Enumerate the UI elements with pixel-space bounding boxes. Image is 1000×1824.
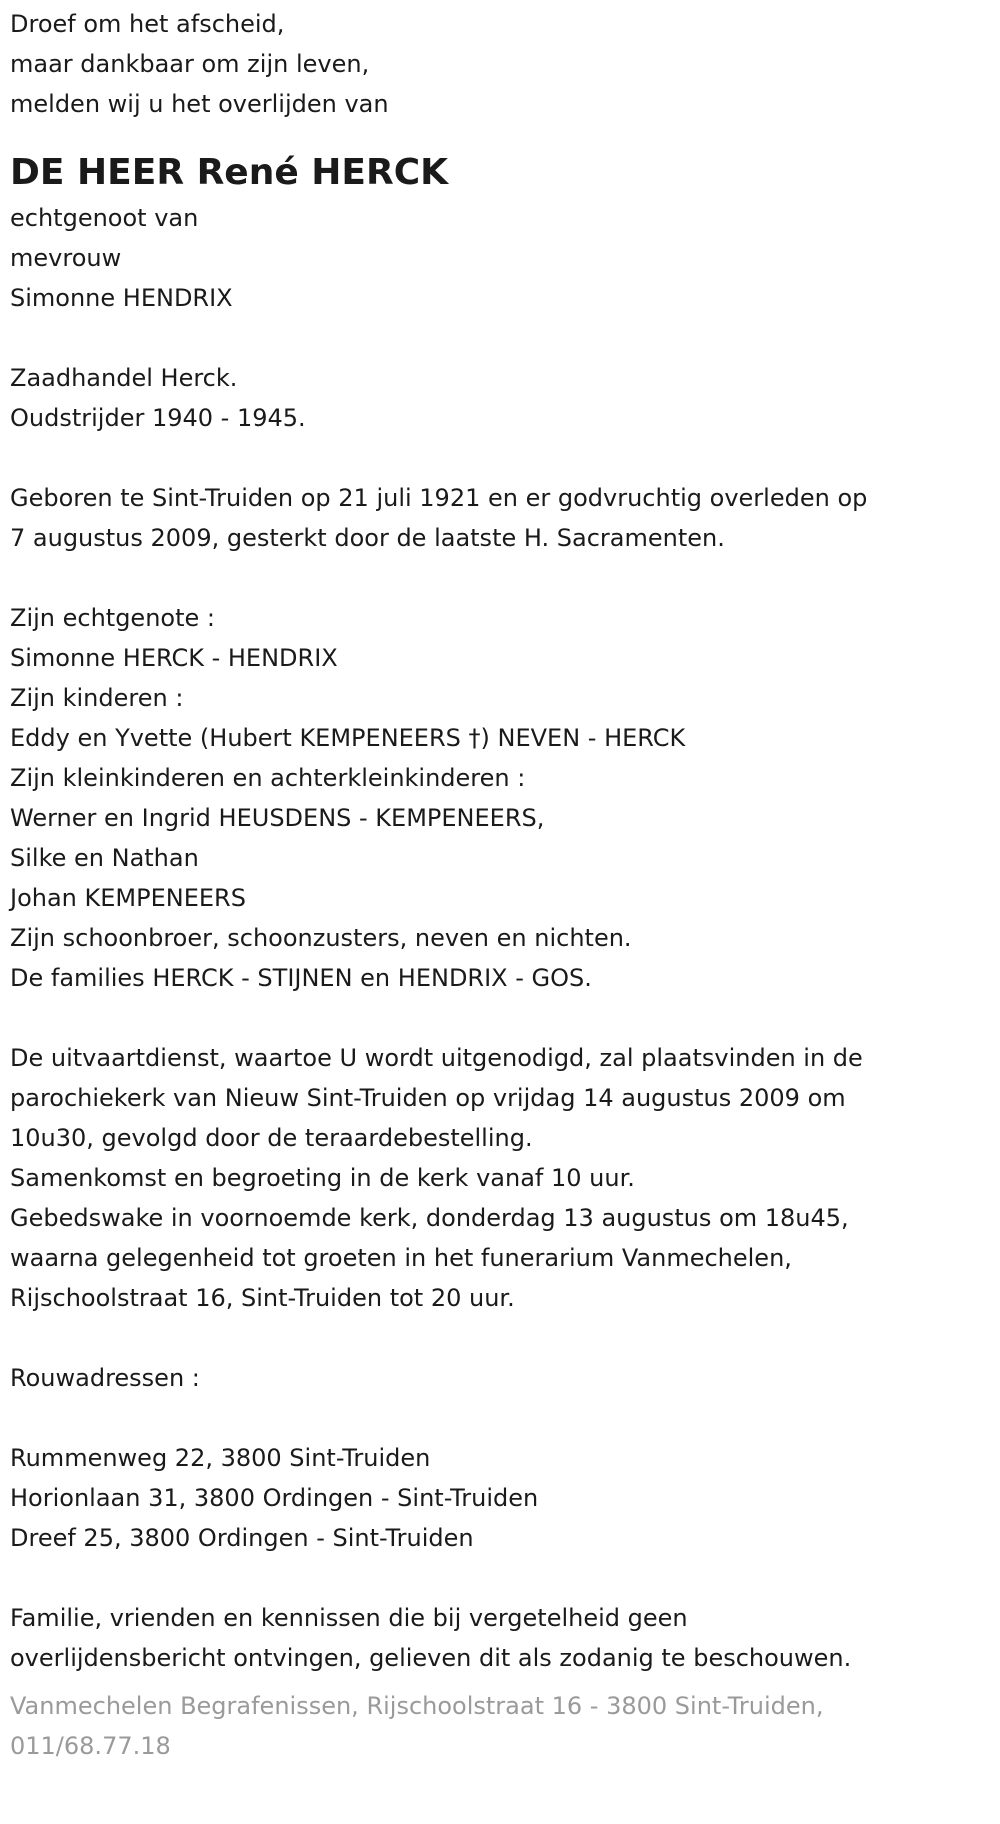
family-line: Zijn echtgenote : xyxy=(10,604,215,632)
spacer xyxy=(10,318,990,358)
intro-line: Droef om het afscheid, xyxy=(10,10,285,38)
intro-line: maar dankbaar om zijn leven, xyxy=(10,50,370,78)
spacer xyxy=(10,438,990,478)
service-line: parochiekerk van Nieuw Sint-Truiden op vrijdag 14 augustus 2009 om xyxy=(10,1084,846,1112)
intro-block xyxy=(10,4,990,124)
address-line: Dreef 25, 3800 Ordingen - Sint-Truiden xyxy=(10,1524,474,1552)
closing-block xyxy=(10,1598,990,1678)
address-line: Rummenweg 22, 3800 Sint-Truiden xyxy=(10,1444,431,1472)
birth-death-line: Geboren te Sint-Truiden op 21 juli 1921 en er godvruchtig overleden op xyxy=(10,484,868,512)
spacer xyxy=(10,1558,990,1598)
spouse-intro-block xyxy=(10,198,990,318)
service-line: 10u30, gevolgd door de teraardebestelling. xyxy=(10,1124,533,1152)
service-block xyxy=(10,1038,990,1318)
closing-line: overlijdensbericht ontvingen, gelieven dit als zodanig te beschouwen. xyxy=(10,1644,852,1672)
closing-line: Familie, vrienden en kennissen die bij vergetelheid geen xyxy=(10,1604,688,1632)
family-line: Eddy en Yvette (Hubert KEMPENEERS †) NEVEN - HERCK xyxy=(10,724,686,752)
spacer xyxy=(10,998,990,1038)
footer-line: Vanmechelen Begrafenissen, Rijschoolstraat 16 - 3800 Sint-Truiden, xyxy=(10,1692,824,1720)
spouse-intro-line: echtgenoot van xyxy=(10,204,199,232)
occupation-line: Oudstrijder 1940 - 1945. xyxy=(10,404,306,432)
family-line: Werner en Ingrid HEUSDENS - KEMPENEERS, xyxy=(10,804,545,832)
service-line: waarna gelegenheid tot groeten in het funerarium Vanmechelen, xyxy=(10,1244,792,1272)
deceased-name: DE HEER René HERCK xyxy=(10,152,449,193)
family-line: Zijn kleinkinderen en achterkleinkinderen : xyxy=(10,764,526,792)
family-line: Silke en Nathan xyxy=(10,844,199,872)
family-line: Johan KEMPENEERS xyxy=(10,884,246,912)
birth-death-line: 7 augustus 2009, gesterkt door de laatste H. Sacramenten. xyxy=(10,524,725,552)
family-line: Simonne HERCK - HENDRIX xyxy=(10,644,338,672)
service-line: De uitvaartdienst, waartoe U wordt uitgenodigd, zal plaatsvinden in de xyxy=(10,1044,863,1072)
family-line: Zijn kinderen : xyxy=(10,684,184,712)
funeral-home-footer xyxy=(10,1686,990,1766)
condolence-addresses xyxy=(10,1438,990,1558)
service-line: Rijschoolstraat 16, Sint-Truiden tot 20 uur. xyxy=(10,1284,515,1312)
occupation-line: Zaadhandel Herck. xyxy=(10,364,238,392)
service-line: Samenkomst en begroeting in de kerk vanaf 10 uur. xyxy=(10,1164,635,1192)
birth-death-block xyxy=(10,478,990,558)
family-block xyxy=(10,598,990,998)
occupation-block xyxy=(10,358,990,438)
service-line: Gebedswake in voornoemde kerk, donderdag 13 augustus om 18u45, xyxy=(10,1204,849,1232)
spacer xyxy=(10,1318,990,1358)
address-line: Horionlaan 31, 3800 Ordingen - Sint-Truiden xyxy=(10,1484,539,1512)
family-line: Zijn schoonbroer, schoonzusters, neven en nichten. xyxy=(10,924,632,952)
spacer xyxy=(10,558,990,598)
condolence-heading: Rouwadressen : xyxy=(10,1364,200,1392)
spouse-intro-line: mevrouw xyxy=(10,244,122,272)
spouse-intro-line: Simonne HENDRIX xyxy=(10,284,233,312)
spacer xyxy=(10,1398,990,1438)
footer-line: 011/68.77.18 xyxy=(10,1732,171,1760)
family-line: De families HERCK - STIJNEN en HENDRIX - GOS. xyxy=(10,964,592,992)
intro-line: melden wij u het overlijden van xyxy=(10,90,389,118)
